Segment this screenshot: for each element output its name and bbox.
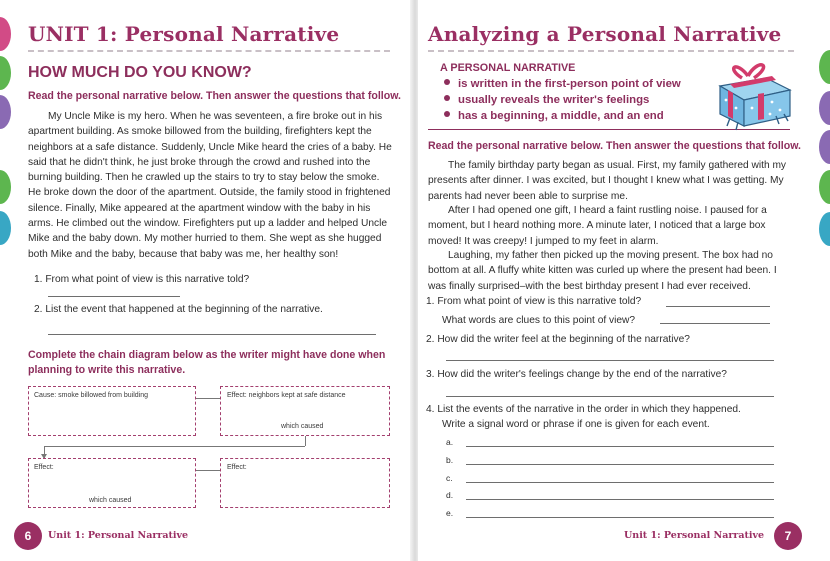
event-line-d[interactable] [466, 499, 774, 500]
story-paragraph-1: The family birthday party began as usual. First, my family gathered with my presents after dinner. I was excited, but I thought I knew what I was getting. My parents had never been able to surprise me. [428, 160, 787, 202]
event-line-e[interactable] [466, 517, 774, 518]
edge-tab-purple [0, 95, 11, 129]
answer-line-1b[interactable] [660, 323, 770, 324]
title-divider [428, 50, 794, 52]
chain-box-effect-1-label: Effect: neighbors kept at safe distance [227, 392, 346, 399]
definition-title: A PERSONAL NARRATIVE [440, 62, 576, 74]
footer-left: Unit 1: Personal Narrative [48, 530, 189, 541]
chain-arrow-1 [196, 398, 220, 399]
edge-tab-green [819, 50, 830, 84]
page-number-right: 7 [774, 522, 802, 550]
instruction-text: Read the personal narrative below. Then answer the questions that follow. [428, 140, 802, 152]
question-2: 2. How did the writer feel at the beginning of the narrative? [426, 334, 690, 345]
left-page [0, 0, 412, 561]
page-number-left: 6 [14, 522, 42, 550]
edge-tab-teal [0, 211, 11, 245]
instruction-text: Read the personal narrative below. Then answer the questions that follow. [28, 90, 402, 102]
chain-box-effect-1[interactable] [220, 386, 390, 436]
definition-bullet-1 [444, 78, 681, 90]
which-caused-label-1: which caused [281, 423, 324, 430]
right-page [418, 0, 830, 561]
question-3: 3. How did the writer's feelings change by the end of the narrative? [426, 369, 727, 380]
edge-tab-green [0, 56, 11, 90]
unit-title: UNIT 1: Personal Narrative [28, 22, 340, 46]
event-line-a[interactable] [466, 446, 774, 447]
answer-line-1[interactable] [48, 296, 180, 297]
chain-box-effect-3-label: Effect: [227, 464, 247, 471]
bullet-text: has a beginning, a middle, and an end [458, 110, 664, 122]
edge-tab-teal [819, 212, 830, 246]
event-letter-a: a. [446, 437, 454, 447]
edge-tab-green [0, 170, 11, 204]
chain-arrow-2 [196, 470, 220, 471]
edge-tab-purple [819, 91, 830, 125]
event-letter-d: d. [446, 490, 454, 500]
bullet-text: usually reveals the writer's feelings [458, 94, 650, 106]
answer-line-3[interactable] [446, 396, 774, 397]
question-1b: What words are clues to this point of view? [442, 315, 636, 326]
bullet-text: is written in the first-person point of view [458, 78, 681, 90]
question-2: 2. List the event that happened at the beginning of the narrative. [34, 304, 323, 315]
chain-box-cause-label: Cause: smoke billowed from building [34, 392, 148, 399]
event-line-b[interactable] [466, 464, 774, 465]
bullet-dot [444, 95, 450, 101]
unit-title: Analyzing a Personal Narrative [428, 22, 782, 46]
event-line-c[interactable] [466, 482, 774, 483]
event-letter-c: c. [446, 473, 453, 483]
footer-right: Unit 1: Personal Narrative [624, 530, 765, 541]
section-heading: HOW MUCH DO YOU KNOW? [28, 64, 252, 81]
edge-tab-pink [0, 17, 11, 51]
definition-bullet-3 [444, 110, 664, 122]
title-divider [28, 50, 390, 52]
story-paragraph-3: Laughing, my father then picked up the moving present. The box had no bottom at all. A fluffy white kitten was curled up where the present had been. I was finally surprised–with the best birthday present I had ever received. [428, 250, 777, 292]
story-paragraph-2: After I had opened one gift, I heard a faint rustling noise. I paused for a moment, but I heard nothing more. A minute later, I noticed that a large box moved! It was creepy! I jumped to my feet in alarm. [428, 205, 767, 247]
chain-box-effect-3[interactable] [220, 458, 390, 508]
definition-bullet-2 [444, 94, 649, 106]
chain-connector-down [305, 436, 306, 446]
question-4-continued: Write a signal word or phrase if one is given for each event. [442, 419, 710, 430]
event-letter-e: e. [446, 508, 454, 518]
event-letter-b: b. [446, 455, 454, 465]
chain-instruction: Complete the chain diagram below as the writer might have done when planning to write this narrative. [28, 349, 386, 376]
bullet-dot [444, 79, 450, 85]
answer-line-1[interactable] [666, 306, 770, 307]
edge-tab-purple [819, 130, 830, 164]
chain-box-cause[interactable] [28, 386, 196, 436]
which-caused-label-2: which caused [89, 497, 132, 504]
gift-box-icon [708, 56, 800, 132]
chain-box-effect-2[interactable] [28, 458, 196, 508]
bullet-dot [444, 111, 450, 117]
chain-box-effect-2-label: Effect: [34, 464, 54, 471]
chain-connector-across [44, 446, 305, 447]
answer-line-2[interactable] [48, 334, 376, 335]
edge-tab-green [819, 170, 830, 204]
answer-line-2[interactable] [446, 360, 774, 361]
question-4: 4. List the events of the narrative in the order in which they happened. [426, 404, 741, 415]
question-1: 1. From what point of view is this narrative told? [426, 296, 642, 307]
story-paragraph: My Uncle Mike is my hero. When he was seventeen, a fire broke out in his apartment building. As smoke billowed from the building, firefighters kept the neighbors at a safe distance. Suddenly, Uncle Mike heard the cries of a baby. He said that he didn't think, he just broke through the crowd and rushed into the burning building. Then he crawled up the stairs to try to stay below the smoke. He broke down the door of the apartment. Outside, the family stood in frightened silence. Finally, Mike appeared at the apartment window with the baby in his arms. He climbed out the window. Firefighters put up a ladder and helped Uncle Mike and the baby down. My mother hurried to them. She wept as she hugged both Mike and the baby, because that baby was me, her healthy son! [28, 111, 392, 260]
question-1: 1. From what point of view is this narrative told? [34, 274, 250, 285]
